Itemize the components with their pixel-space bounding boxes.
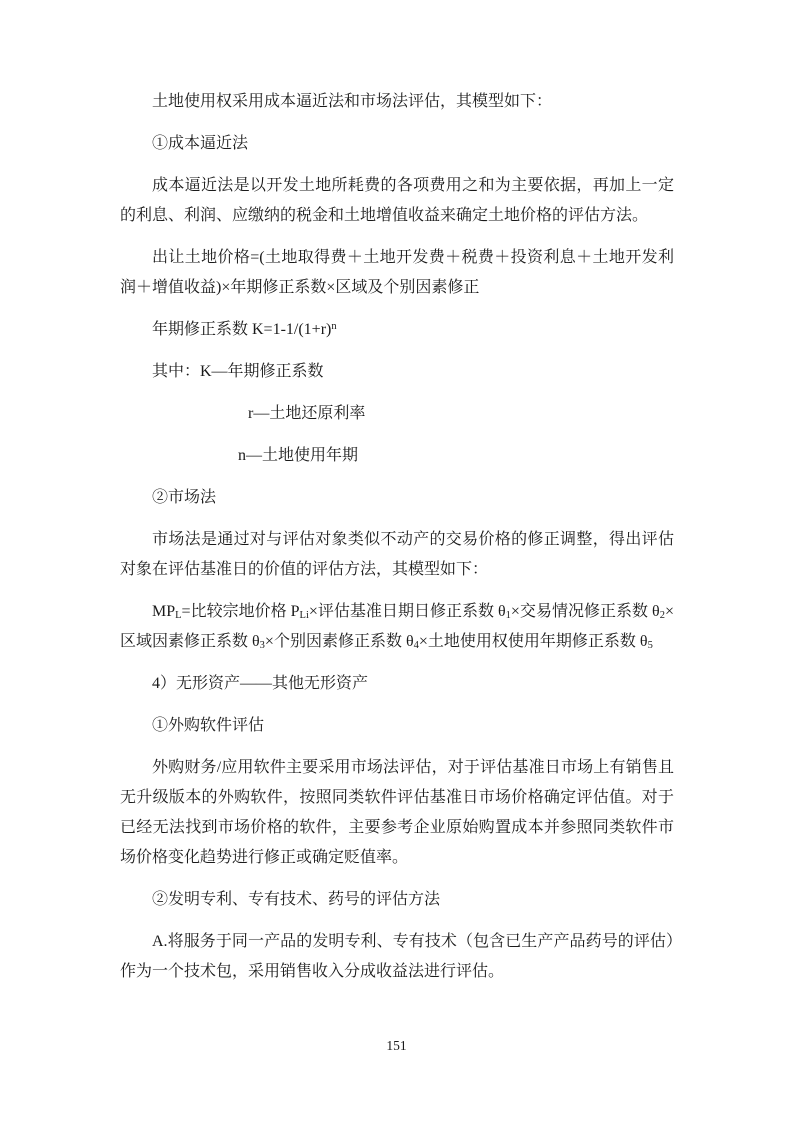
text-run: ×个别因素修正系数 θ [264, 633, 414, 650]
formula-sub: 1 [505, 610, 511, 622]
intro-line [120, 87, 674, 117]
text-run: n—土地使用年期 [238, 447, 359, 464]
formula-sub: 3 [259, 640, 265, 652]
page-number: 151 [386, 1038, 407, 1053]
text-run: 成本逼近法是以开发土地所耗费的各项费用之和为主要依据，再加上一定的利息、利润、应缴纳的税金和土地增值收益来确定土地价格的评估方法。 [120, 177, 674, 224]
heading-market-approach [120, 483, 674, 513]
text-run: 出让土地价格=(土地取得费＋土地开发费＋税费＋投资利息＋土地开发利润＋增值收益)×年期修正系数×区域及个别因素修正 [120, 249, 674, 296]
text-run: ×区域因素修正系数 θ [120, 603, 674, 650]
heading-cost-approach [120, 129, 674, 159]
text-run: ②市场法 [152, 489, 217, 506]
text-run: ②发明专利、专有技术、药号的评估方法 [152, 891, 441, 908]
para-cost-approach-desc [120, 171, 674, 231]
formula-sub: Li [299, 610, 309, 622]
formula-sub: 2 [659, 610, 665, 622]
formula-land-transfer-price [120, 243, 674, 303]
para-patent-method-a [120, 927, 674, 987]
text-run: =比较宗地价格 P [181, 603, 300, 620]
text-run: 市场法是通过对与评估对象类似不动产的交易价格的修正调整，得出评估对象在评估基准日的价值的评估方法，其模型如下： [120, 531, 674, 578]
text-run: 其中：K—年期修正系数 [152, 363, 324, 380]
text-run: 年期修正系数 K=1-1/(1+r) [152, 321, 332, 338]
text-run: ①外购软件评估 [152, 717, 265, 734]
heading-intangible-assets [120, 669, 674, 699]
formula-year-correction [120, 315, 674, 345]
text-run: 4）无形资产——其他无形资产 [152, 675, 369, 692]
formula-sub: 4 [413, 640, 419, 652]
text-run: ×土地使用权使用年期修正系数 θ [418, 633, 648, 650]
para-purchased-software-desc [120, 753, 674, 873]
para-market-approach-desc [120, 525, 674, 585]
text-run: r—土地还原利率 [248, 405, 366, 422]
definition-k [120, 357, 674, 387]
formula-sub: 5 [647, 640, 653, 652]
text-run: 土地使用权采用成本逼近法和市场法评估，其模型如下： [152, 93, 553, 110]
formula-sub: L [175, 610, 182, 622]
text-run: ①成本逼近法 [152, 135, 249, 152]
text-run: ×交易情况修正系数 θ [510, 603, 660, 620]
formula-sup: n [331, 320, 337, 332]
definition-n [238, 441, 674, 471]
heading-purchased-software [120, 711, 674, 741]
text-run: ×评估基准日期日修正系数 θ [308, 603, 506, 620]
heading-patent-method [120, 885, 674, 915]
text-run: 外购财务/应用软件主要采用市场法评估，对于评估基准日市场上有销售且无升级版本的外购软件，按照同类软件评估基准日市场价格确定评估值。对于已经无法找到市场价格的软件，主要参考企业原始购置成本并参照同类软件市场价格变化趋势进行修正或确定贬值率。 [120, 759, 674, 866]
text-run: A.将服务于同一产品的发明专利、专有技术（包含已生产产品药号的评估）作为一个技术包，采用销售收入分成收益法进行评估。 [120, 933, 674, 980]
formula-market-price [120, 597, 674, 657]
text-run: MP [152, 603, 176, 620]
definition-r [248, 399, 674, 429]
document-body [120, 87, 674, 999]
